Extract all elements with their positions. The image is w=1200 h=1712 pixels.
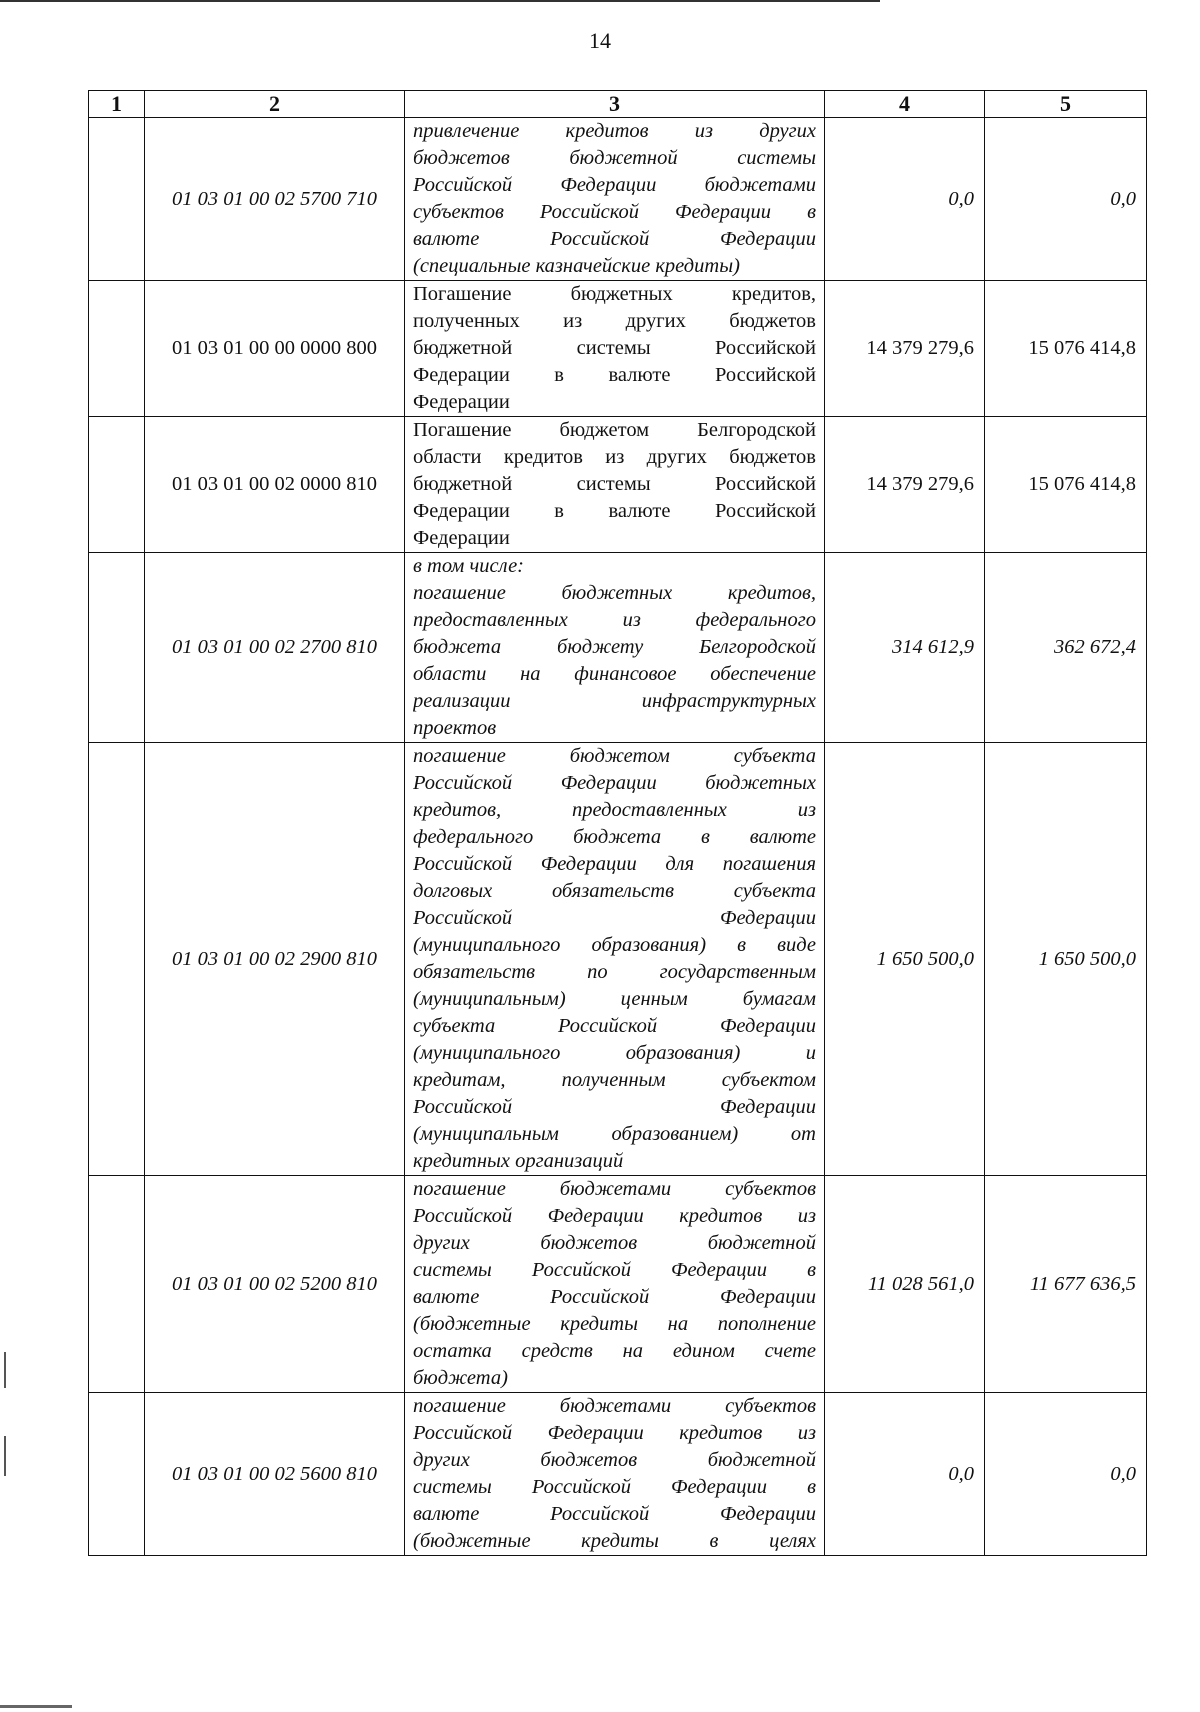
- description-line: [413, 1393, 816, 1420]
- description-line: [413, 1094, 816, 1121]
- description-word: Российской: [413, 1205, 513, 1227]
- description-word: Российской: [550, 1503, 650, 1525]
- description-word: субъектов: [413, 201, 504, 223]
- description-word: Федерации: [560, 174, 657, 196]
- description-word: Российской: [539, 201, 640, 223]
- page-number: 14: [589, 28, 611, 53]
- description-word: погашение: [413, 745, 506, 767]
- description-word: из: [622, 609, 641, 631]
- description-line: [413, 525, 816, 552]
- budget-code-cell: 01 03 01 00 02 5200 810: [145, 1176, 405, 1393]
- description-word: Российской: [714, 500, 816, 522]
- table-row: [89, 417, 1147, 553]
- description-line: [413, 824, 816, 851]
- description-word: Российской: [413, 1096, 513, 1118]
- description-line: [413, 1447, 816, 1474]
- description-word: кредитов: [503, 446, 583, 468]
- description-word: в: [807, 1476, 816, 1498]
- description-word: Федерации: [547, 1205, 644, 1227]
- description-cell: [405, 553, 825, 743]
- table-row: [89, 743, 1147, 1176]
- description-word: бюджетной: [707, 1232, 816, 1254]
- description-line: [413, 199, 816, 226]
- description-line: [413, 1365, 816, 1392]
- description-word: образования): [591, 934, 707, 956]
- description-word: погашение: [413, 582, 506, 604]
- budget-code-cell: 01 03 01 00 02 2900 810: [145, 743, 405, 1176]
- description-word: реализации: [413, 690, 511, 712]
- amount-col5-cell: 11 677 636,5: [985, 1176, 1147, 1393]
- description-word: погашения: [722, 853, 816, 875]
- table-row: [89, 1393, 1147, 1556]
- amount-col5-cell: 15 076 414,8: [985, 417, 1147, 553]
- description-word: Российской: [531, 1259, 631, 1281]
- description-word: образования): [625, 1042, 741, 1064]
- description-word: Российской: [550, 1286, 650, 1308]
- description-word: (специальные казначейские кредиты): [413, 255, 740, 277]
- description-line: [413, 959, 816, 986]
- row-index-cell: [89, 417, 145, 553]
- description-word: Федерации: [413, 391, 510, 413]
- description-line: [413, 145, 816, 172]
- description-word: валюте: [749, 826, 816, 848]
- row-index-cell: [89, 1393, 145, 1556]
- amount-col4-cell: 314 612,9: [825, 553, 985, 743]
- description-word: в: [554, 500, 564, 522]
- description-word: привлечение: [413, 120, 520, 142]
- description-word: бюджетов: [540, 1449, 638, 1471]
- description-word: кредиты: [560, 1313, 638, 1335]
- description-word: валюте: [413, 1286, 480, 1308]
- description-line: [413, 389, 816, 416]
- description-word: погашение: [413, 1395, 506, 1417]
- description-word: области: [413, 446, 482, 468]
- description-line: [413, 498, 816, 525]
- description-line: [413, 118, 816, 145]
- description-word: системы: [576, 337, 651, 359]
- description-word: государственным: [659, 961, 816, 983]
- description-word: из: [605, 446, 625, 468]
- description-word: финансовое: [574, 663, 677, 685]
- description-word: Российской: [413, 853, 513, 875]
- description-line: [413, 1257, 816, 1284]
- description-word: в том числе:: [413, 555, 525, 577]
- description-word: погашение: [413, 1178, 506, 1200]
- budget-code-cell: 01 03 01 00 02 5700 710: [145, 118, 405, 281]
- description-line: [413, 770, 816, 797]
- table-row: [89, 1176, 1147, 1393]
- description-word: субъекта: [413, 1015, 496, 1037]
- description-word: бюджетных: [570, 283, 673, 305]
- description-word: Федерации: [413, 364, 510, 386]
- column-header: 1: [89, 91, 145, 118]
- description-word: (муниципальным): [413, 988, 566, 1010]
- description-word: Российской: [714, 473, 816, 495]
- description-word: Федерации: [671, 1259, 768, 1281]
- description-word: области: [413, 663, 487, 685]
- description-line: [413, 1040, 816, 1067]
- description-line: [413, 253, 816, 280]
- description-word: бумагам: [742, 988, 816, 1010]
- description-word: Федерации: [413, 527, 510, 549]
- description-word: валюте: [608, 500, 671, 522]
- row-index-cell: [89, 1176, 145, 1393]
- description-word: Российской: [714, 364, 816, 386]
- amount-col5-cell: 1 650 500,0: [985, 743, 1147, 1176]
- description-line: [413, 1148, 816, 1175]
- description-word: субъектом: [721, 1069, 816, 1091]
- description-word: бюджетных: [705, 772, 816, 794]
- row-index-cell: [89, 118, 145, 281]
- description-word: из: [797, 1205, 816, 1227]
- description-word: субъекта: [733, 745, 816, 767]
- description-word: предоставленных: [572, 799, 727, 821]
- description-word: бюджетами: [559, 1395, 672, 1417]
- description-word: кредиты: [581, 1530, 659, 1552]
- description-word: кредитов: [565, 120, 649, 142]
- description-word: кредитных организаций: [413, 1150, 624, 1172]
- description-line: [413, 580, 816, 607]
- description-word: других: [413, 1449, 470, 1471]
- amount-col5-cell: 0,0: [985, 1393, 1147, 1556]
- description-word: Российской: [558, 1015, 658, 1037]
- description-word: бюджетом: [559, 419, 650, 441]
- description-line: [413, 1121, 816, 1148]
- description-word: средств: [521, 1340, 593, 1362]
- description-word: других: [646, 446, 707, 468]
- column-header: 5: [985, 91, 1147, 118]
- description-word: Федерации: [719, 228, 816, 250]
- description-line: [413, 851, 816, 878]
- description-line: [413, 878, 816, 905]
- description-line: [413, 688, 816, 715]
- description-line: [413, 553, 816, 580]
- amount-col4-cell: 0,0: [825, 118, 985, 281]
- description-word: в: [709, 1530, 719, 1552]
- description-line: [413, 905, 816, 932]
- description-word: бюджетов: [729, 310, 816, 332]
- description-line: [413, 172, 816, 199]
- description-word: едином: [672, 1340, 735, 1362]
- description-word: Погашение: [413, 419, 512, 441]
- description-word: (бюджетные: [413, 1313, 531, 1335]
- description-word: виде: [777, 934, 816, 956]
- description-cell: [405, 1393, 825, 1556]
- description-word: Российской: [413, 907, 513, 929]
- description-word: от: [790, 1123, 816, 1145]
- description-word: образованием): [611, 1123, 739, 1145]
- description-word: Российской: [413, 1422, 513, 1444]
- description-line: [413, 417, 816, 444]
- description-line: [413, 1311, 816, 1338]
- description-word: долговых: [413, 880, 493, 902]
- description-word: бюджетами: [559, 1178, 672, 1200]
- description-line: [413, 281, 816, 308]
- description-line: [413, 986, 816, 1013]
- scan-mark: [4, 1436, 6, 1476]
- description-word: на: [667, 1313, 689, 1335]
- description-line: [413, 226, 816, 253]
- description-line: [413, 444, 816, 471]
- description-line: [413, 1176, 816, 1203]
- description-word: обязательств: [551, 880, 674, 902]
- description-word: Федерации: [540, 853, 637, 875]
- description-word: на: [622, 1340, 644, 1362]
- description-word: в: [554, 364, 564, 386]
- description-word: по: [587, 961, 608, 983]
- description-word: на: [520, 663, 541, 685]
- amount-col5-cell: 15 076 414,8: [985, 281, 1147, 417]
- amount-col4-cell: 14 379 279,6: [825, 281, 985, 417]
- description-word: обязательств: [413, 961, 536, 983]
- description-line: [413, 1013, 816, 1040]
- description-line: [413, 715, 816, 742]
- description-word: Погашение: [413, 283, 512, 305]
- description-word: субъекта: [733, 880, 816, 902]
- description-word: из: [694, 120, 713, 142]
- description-word: бюджету: [557, 636, 644, 658]
- description-word: бюджетной: [569, 147, 678, 169]
- description-line: [413, 797, 816, 824]
- description-word: обеспечение: [710, 663, 816, 685]
- description-word: (муниципального: [413, 934, 561, 956]
- description-word: пополнение: [717, 1313, 816, 1335]
- description-word: из: [797, 799, 816, 821]
- description-word: других: [413, 1232, 470, 1254]
- description-word: системы: [413, 1476, 492, 1498]
- description-word: бюджетом: [569, 745, 670, 767]
- description-line: [413, 362, 816, 389]
- table-row: [89, 118, 1147, 281]
- description-line: [413, 1474, 816, 1501]
- description-word: бюджетов: [540, 1232, 638, 1254]
- column-header: 3: [405, 91, 825, 118]
- description-word: Федерации: [719, 1286, 816, 1308]
- description-word: в: [807, 1259, 816, 1281]
- description-word: системы: [576, 473, 651, 495]
- table-row: [89, 553, 1147, 743]
- description-word: субъектов: [725, 1178, 816, 1200]
- description-word: для: [665, 853, 695, 875]
- budget-code-cell: 01 03 01 00 02 0000 810: [145, 417, 405, 553]
- description-word: кредитов,: [413, 799, 502, 821]
- description-word: бюджета: [573, 826, 662, 848]
- description-word: валюте: [413, 228, 480, 250]
- description-line: [413, 1203, 816, 1230]
- description-word: Российской: [550, 228, 650, 250]
- amount-col5-cell: 0,0: [985, 118, 1147, 281]
- description-word: бюджетных: [561, 582, 673, 604]
- amount-col4-cell: 0,0: [825, 1393, 985, 1556]
- description-line: [413, 1420, 816, 1447]
- budget-table: [88, 90, 1147, 1556]
- description-word: (муниципальным: [413, 1123, 559, 1145]
- description-word: бюджетами: [704, 174, 816, 196]
- description-word: предоставленных: [413, 609, 568, 631]
- description-word: кредитов,: [731, 283, 816, 305]
- description-word: проектов: [413, 717, 497, 739]
- description-word: системы: [413, 1259, 492, 1281]
- description-line: [413, 607, 816, 634]
- description-word: других: [625, 310, 686, 332]
- description-word: полученным: [561, 1069, 666, 1091]
- description-word: бюджетов: [729, 446, 816, 468]
- description-line: [413, 471, 816, 498]
- description-word: из: [797, 1422, 816, 1444]
- description-line: [413, 1501, 816, 1528]
- top-scan-line: [0, 0, 880, 2]
- description-word: Российской: [413, 772, 513, 794]
- description-word: инфраструктурных: [641, 690, 816, 712]
- description-word: (муниципального: [413, 1042, 561, 1064]
- description-word: Федерации: [413, 500, 510, 522]
- description-line: [413, 1067, 816, 1094]
- budget-code-cell: 01 03 01 00 02 5600 810: [145, 1393, 405, 1556]
- description-line: [413, 1528, 816, 1555]
- description-line: [413, 335, 816, 362]
- column-header: 2: [145, 91, 405, 118]
- amount-col4-cell: 1 650 500,0: [825, 743, 985, 1176]
- description-word: в: [737, 934, 747, 956]
- description-word: и: [805, 1042, 816, 1064]
- budget-code-cell: 01 03 01 00 00 0000 800: [145, 281, 405, 417]
- description-word: целях: [769, 1530, 816, 1552]
- description-cell: [405, 417, 825, 553]
- description-word: из: [563, 310, 583, 332]
- description-word: системы: [737, 147, 816, 169]
- description-cell: [405, 281, 825, 417]
- description-word: бюджетной: [707, 1449, 816, 1471]
- description-word: полученных: [413, 310, 520, 332]
- description-word: Федерации: [675, 201, 772, 223]
- description-word: бюджетной: [413, 473, 513, 495]
- description-word: валюте: [608, 364, 671, 386]
- row-index-cell: [89, 553, 145, 743]
- header-row: [89, 91, 1147, 118]
- row-index-cell: [89, 281, 145, 417]
- description-word: кредитов,: [727, 582, 816, 604]
- description-cell: [405, 743, 825, 1176]
- amount-col4-cell: 11 028 561,0: [825, 1176, 985, 1393]
- description-word: бюджетов: [413, 147, 510, 169]
- description-word: Федерации: [547, 1422, 644, 1444]
- description-cell: [405, 118, 825, 281]
- amount-col4-cell: 14 379 279,6: [825, 417, 985, 553]
- description-word: в: [807, 201, 816, 223]
- row-index-cell: [89, 743, 145, 1176]
- description-word: Белгородской: [699, 636, 816, 658]
- description-word: кредитов: [679, 1205, 763, 1227]
- description-word: в: [700, 826, 710, 848]
- table-row: [89, 281, 1147, 417]
- budget-code-cell: 01 03 01 00 02 2700 810: [145, 553, 405, 743]
- description-word: (бюджетные: [413, 1530, 531, 1552]
- description-line: [413, 634, 816, 661]
- column-header: 4: [825, 91, 985, 118]
- description-word: Белгородской: [697, 419, 816, 441]
- description-word: федерального: [695, 609, 816, 631]
- description-word: валюте: [413, 1503, 480, 1525]
- amount-col5-cell: 362 672,4: [985, 553, 1147, 743]
- description-line: [413, 743, 816, 770]
- description-word: субъектов: [725, 1395, 816, 1417]
- description-word: бюджета): [413, 1367, 508, 1389]
- description-word: бюджетной: [413, 337, 513, 359]
- description-word: Федерации: [719, 1015, 816, 1037]
- description-word: остатка: [413, 1340, 492, 1362]
- description-word: Российской: [413, 174, 513, 196]
- description-word: Федерации: [719, 907, 816, 929]
- scan-mark: [4, 1352, 6, 1388]
- description-word: Федерации: [719, 1503, 816, 1525]
- description-word: Федерации: [671, 1476, 768, 1498]
- description-line: [413, 1338, 816, 1365]
- description-line: [413, 932, 816, 959]
- description-word: кредитов: [679, 1422, 763, 1444]
- description-word: федерального: [413, 826, 534, 848]
- description-word: бюджета: [413, 636, 502, 658]
- description-line: [413, 1230, 816, 1257]
- description-word: Российской: [531, 1476, 631, 1498]
- description-word: Федерации: [719, 1096, 816, 1118]
- description-line: [413, 1284, 816, 1311]
- description-line: [413, 308, 816, 335]
- description-word: ценным: [620, 988, 688, 1010]
- description-word: Российской: [714, 337, 816, 359]
- description-word: счете: [764, 1340, 816, 1362]
- description-word: Федерации: [560, 772, 657, 794]
- description-cell: [405, 1176, 825, 1393]
- bottom-scan-line: [0, 1705, 72, 1708]
- description-word: кредитам,: [413, 1069, 506, 1091]
- description-word: других: [759, 120, 816, 142]
- description-line: [413, 661, 816, 688]
